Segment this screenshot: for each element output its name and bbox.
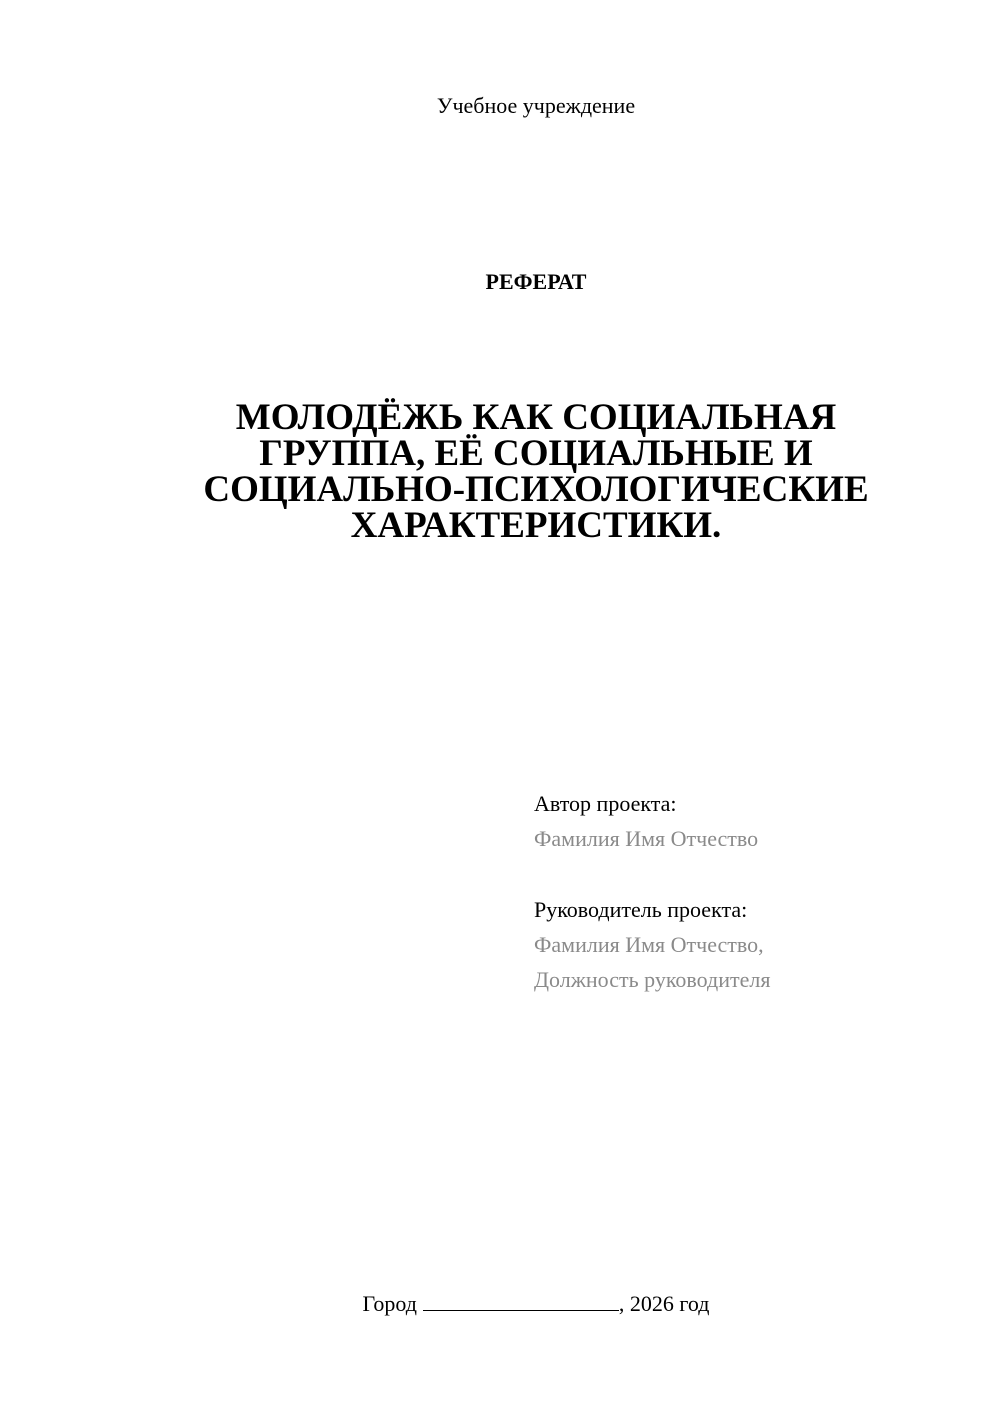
author-label: Автор проекта:	[534, 791, 677, 816]
footer-city-year	[0, 1290, 1000, 1318]
city-label: Город	[362, 1291, 417, 1316]
title-line: СОЦИАЛЬНО-ПСИХОЛОГИЧЕСКИЕ	[203, 469, 869, 510]
supervisor-label: Руководитель проекта:	[534, 897, 748, 922]
city-blank-line	[423, 1290, 619, 1311]
title-line: ГРУППА, ЕЁ СОЦИАЛЬНЫЕ И	[259, 433, 813, 474]
author-name-placeholder: Фамилия Имя Отчество	[534, 826, 759, 851]
title-line: ХАРАКТЕРИСТИКИ.	[350, 505, 722, 546]
author-block	[534, 790, 954, 853]
supervisor-position-placeholder: Должность руководителя	[534, 967, 771, 992]
supervisor-name-placeholder: Фамилия Имя Отчество,	[534, 932, 764, 957]
title-line: МОЛОДЁЖЬ КАК СОЦИАЛЬНАЯ	[235, 397, 837, 438]
supervisor-block	[534, 896, 954, 994]
year-text: , 2026 год	[618, 1291, 710, 1316]
document-title	[160, 397, 912, 546]
institution-name: Учебное учреждение	[436, 93, 636, 118]
document-type: РЕФЕРАТ	[485, 269, 587, 294]
